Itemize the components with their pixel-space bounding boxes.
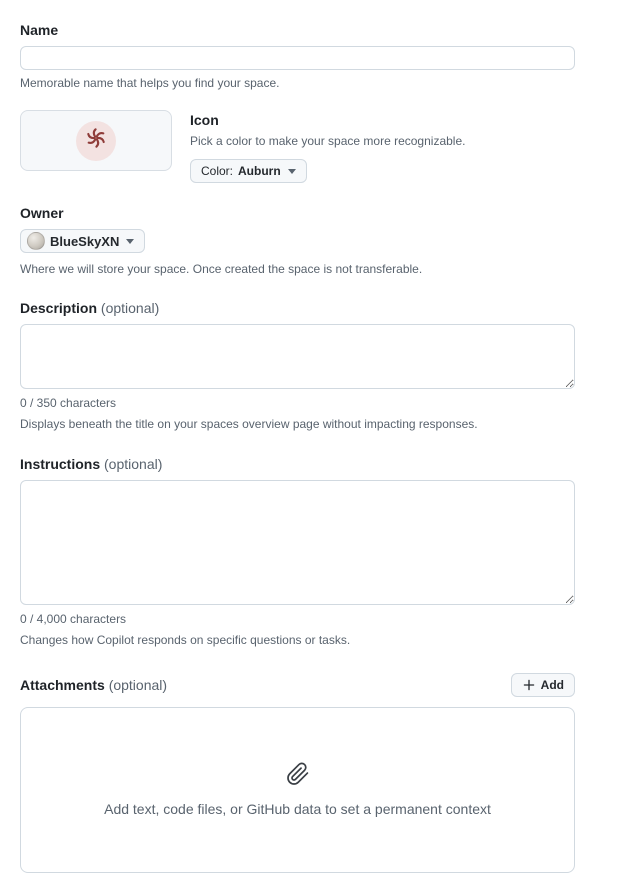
owner-dropdown-button[interactable] bbox=[20, 229, 145, 253]
description-optional-label: (optional) bbox=[100, 300, 160, 316]
attachments-dropzone[interactable] bbox=[20, 707, 575, 873]
instructions-char-count: 0 / 4,000 characters bbox=[20, 612, 127, 626]
owner-avatar bbox=[27, 232, 45, 250]
plus-icon bbox=[522, 678, 536, 692]
attachments-header bbox=[20, 673, 575, 697]
spaces-spiral-icon bbox=[85, 127, 107, 154]
description-section bbox=[20, 300, 575, 432]
instructions-label: Instructions (optional) bbox=[20, 456, 163, 472]
owner-label: Owner bbox=[20, 205, 64, 221]
description-char-count: 0 / 350 characters bbox=[20, 396, 117, 410]
name-section bbox=[20, 22, 575, 91]
add-button-label: Add bbox=[540, 678, 564, 692]
icon-help: Pick a color to make your space more recognizable. bbox=[190, 134, 466, 148]
owner-help: Where we will store your space. Once created the space is not transferable. bbox=[20, 262, 423, 276]
name-help: Memorable name that helps you find your space. bbox=[20, 76, 280, 90]
icon-preview-box bbox=[20, 110, 172, 171]
instructions-section bbox=[20, 456, 575, 648]
dropzone-text: Add text, code files, or GitHub data to set a permanent context bbox=[104, 801, 491, 817]
color-dropdown-button[interactable] bbox=[190, 159, 307, 183]
owner-username: BlueSkyXN bbox=[50, 233, 120, 249]
description-label: Description (optional) bbox=[20, 300, 160, 316]
icon-label: Icon bbox=[190, 112, 219, 128]
icon-section bbox=[20, 110, 575, 183]
instructions-textarea[interactable] bbox=[20, 480, 575, 605]
icon-info-column bbox=[190, 110, 465, 183]
space-icon-circle bbox=[76, 121, 116, 161]
instructions-optional-label: (optional) bbox=[104, 456, 163, 472]
name-input[interactable] bbox=[20, 46, 575, 70]
chevron-down-icon bbox=[288, 169, 296, 174]
attachments-optional-label: (optional) bbox=[108, 676, 168, 693]
attachments-section bbox=[20, 673, 575, 873]
paperclip-icon bbox=[286, 762, 310, 791]
description-textarea[interactable] bbox=[20, 324, 575, 389]
chevron-down-icon bbox=[126, 239, 134, 244]
attachments-label: Attachments (optional) bbox=[20, 676, 168, 693]
add-attachment-button[interactable] bbox=[511, 673, 575, 697]
owner-section bbox=[20, 205, 575, 277]
instructions-help: Changes how Copilot responds on specific questions or tasks. bbox=[20, 633, 351, 647]
name-label: Name bbox=[20, 22, 59, 38]
color-value-label: Auburn bbox=[238, 164, 281, 178]
description-help: Displays beneath the title on your spaces overview page without impacting responses. bbox=[20, 417, 478, 431]
color-prefix-label: Color: bbox=[201, 164, 234, 178]
